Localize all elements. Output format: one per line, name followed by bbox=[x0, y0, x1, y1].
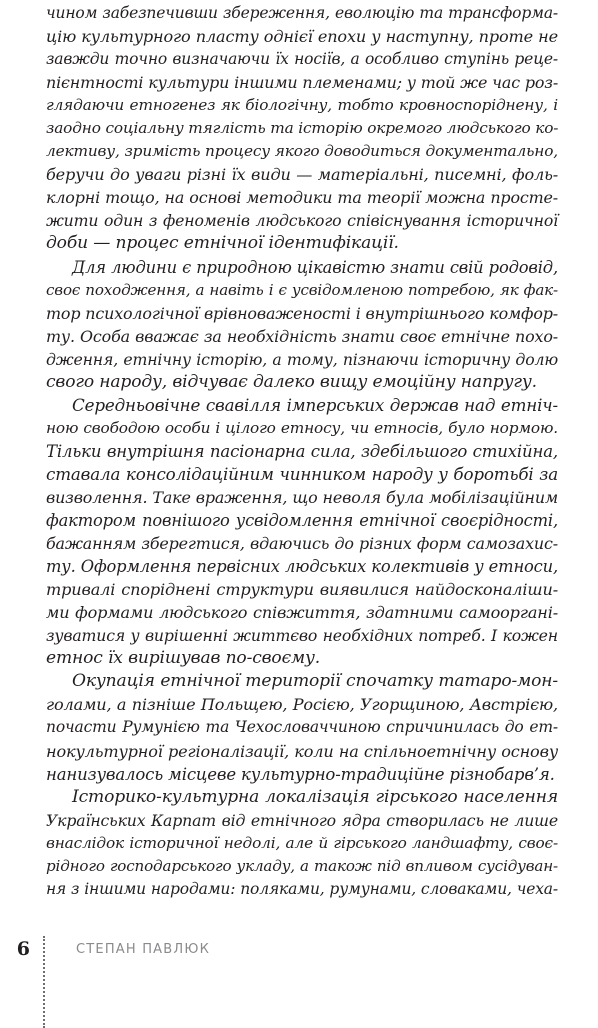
text-line: глядаючи етногенез як біологічну, тобто кровноспоріднену, і bbox=[46, 96, 558, 115]
text-line: тор психологічної врівноваженості і внутрішнього комфор- bbox=[46, 303, 558, 323]
text-line: завжди точно визначаючи їх носіїв, а особливо ступінь реце- bbox=[46, 50, 558, 69]
text-line: Окупація етнічної території спочатку татаро-мон- bbox=[72, 671, 558, 692]
text-line: клорні тощо, на основі методики та теорії можна просте- bbox=[46, 188, 558, 208]
text-line: дження, етнічну історію, а тому, пізнаючи історичну долю bbox=[46, 349, 558, 369]
text-line: Тільки внутрішня пасіонарна сила, здебільшого стихійна, bbox=[46, 441, 558, 461]
text-line: ту. Оформлення первісних людських колективів у етноси, bbox=[46, 557, 558, 577]
text-line: чином забезпечивши збереження, еволюцію та трансформа- bbox=[46, 4, 558, 22]
text-line: лективу, зримість процесу якого доводиться документально, bbox=[46, 142, 558, 161]
text-line: жити один з феноменів людського співіснування історичної bbox=[46, 211, 558, 231]
text-line: ставала консолідаційним чинником народу у боротьбі за bbox=[46, 463, 558, 484]
dotted-divider bbox=[43, 936, 45, 1028]
text-line: цію культурного пласту однієї епохи у наступну, проте не bbox=[46, 27, 558, 47]
text-line: нокультурної регіоналізації, коли на спільноетнічну основу bbox=[46, 741, 558, 761]
page-number: 6 bbox=[16, 938, 30, 960]
text-line: ми формами людського співжиття, здатними самооргані- bbox=[46, 603, 558, 623]
text-line: беручи до уваги різні їх види — матеріальні, писемні, фоль- bbox=[46, 165, 558, 185]
text-line: заодно соціальну тяглість та історію окремого людського ко- bbox=[46, 119, 559, 138]
text-line: ня з іншими народами: поляками, румунами, словаками, чеха- bbox=[46, 879, 558, 898]
text-line: ною свободою особи і цілого етносу, чи етносів, було нормою. bbox=[46, 418, 558, 437]
text-line: ту. Особа вважає за необхідність знати своє етнічне похо- bbox=[46, 326, 558, 346]
text-line: нанизувалось місцеве культурно-традиційне різнобарв’я. bbox=[46, 764, 555, 784]
text-line: етнос їх вирішував по-своєму. bbox=[46, 648, 321, 669]
page-footer bbox=[0, 930, 598, 1024]
text-line: почасти Румунією та Чехословаччиною спричинилась до ет- bbox=[46, 718, 558, 737]
text-line: внаслідок історичної недолі, але й гірського ландшафту, своє- bbox=[46, 833, 558, 852]
text-line: тривалі споріднені структури виявилися найдосконаліши- bbox=[46, 580, 558, 600]
text-line: визволення. Таке враження, що неволя була мобілізаційним bbox=[46, 487, 558, 507]
text-line: пієнтності культури іншими племенами; у той же час роз- bbox=[46, 73, 559, 93]
text-line: бажанням зберегтися, вдаючись до різних форм самозахис- bbox=[46, 534, 558, 554]
text-line: доби — процес етнічної ідентифікації. bbox=[46, 233, 399, 254]
text-line: рідного господарського укладу, а також під впливом сусідуван- bbox=[46, 856, 558, 875]
text-line: Українських Карпат від етнічного ядра створилась не лише bbox=[46, 810, 558, 830]
running-head-author: СТЕПАН ПАВЛЮК bbox=[76, 942, 211, 957]
text-line: фактором повнішого усвідомлення етнічної своєрідності, bbox=[46, 511, 558, 531]
text-line: свого народу, відчуває далеко вищу емоційну напругу. bbox=[46, 371, 537, 392]
text-line: своє походження, а навіть і є усвідомленою потребою, як фак- bbox=[46, 280, 558, 299]
text-line: голами, а пізніше Польщею, Росією, Угорщиною, Австрією, bbox=[46, 695, 558, 715]
text-line: Історико-культурна локалізація гірського населення bbox=[72, 786, 558, 807]
text-line: Для людини є природною цікавістю знати свій родовід, bbox=[72, 257, 558, 277]
main-text bbox=[46, 2, 558, 901]
text-line: зуватися у вирішенні життєво необхідних потреб. І кожен bbox=[46, 626, 558, 646]
text-line: Середньовічне свавілля імперських держав над етніч- bbox=[72, 394, 558, 415]
